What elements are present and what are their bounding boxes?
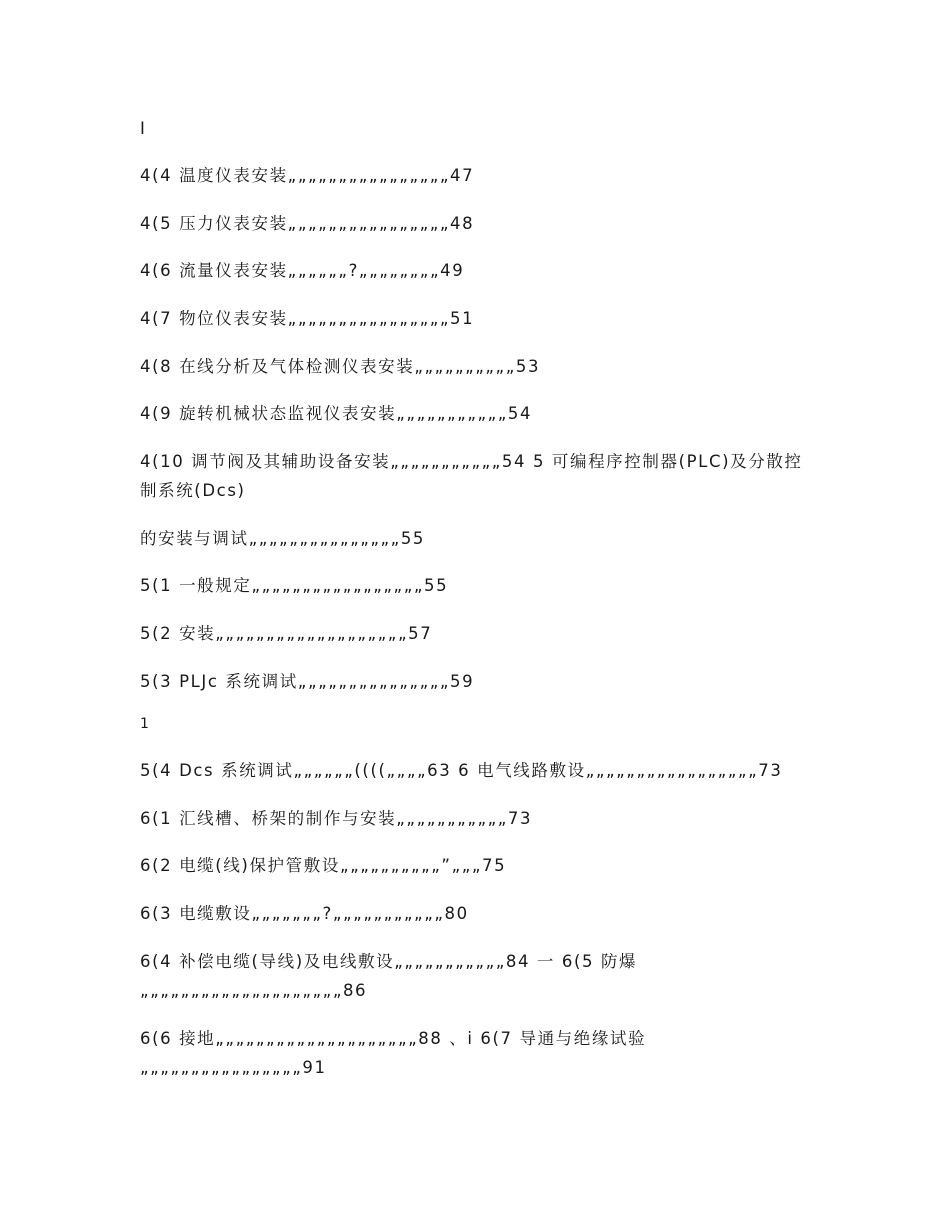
toc-entry-4-6: 4(6 流量仪表安装„„„„„„?„„„„„„„„49 — [140, 261, 465, 280]
toc-entry-6-3: 6(3 电缆敷设„„„„„„„?„„„„„„„„„„„80 — [140, 904, 469, 923]
toc-entry-4-10-and-5: 4(10 调节阀及其辅助设备安装„„„„„„„„„„„54 5 可编程序控制器(PLC)及分散控制系统(Dcs) — [140, 452, 803, 500]
toc-entry-6-1: 6(1 汇线槽、桥架的制作与安装„„„„„„„„„„„73 — [140, 809, 533, 828]
toc-entry-4-7: 4(7 物位仪表安装„„„„„„„„„„„„„„„„51 — [140, 309, 475, 328]
toc-entry-4-5: 4(5 压力仪表安装„„„„„„„„„„„„„„„„48 — [140, 214, 475, 233]
toc-entry-5-1: 5(1 一般规定„„„„„„„„„„„„„„„„„55 — [140, 576, 449, 595]
page-number: 1 — [140, 716, 149, 732]
toc-entry-6-6-and-6-7: 6(6 接地„„„„„„„„„„„„„„„„„„„„88 、i 6(7 导通与绝缘试验„„„„„„„„„„„„„„„„91 — [140, 1029, 647, 1077]
toc-entry-6-2: 6(2 电缆(线)保护管敷设„„„„„„„„„„”„„„75 — [140, 856, 507, 875]
toc-entry-4-8: 4(8 在线分析及气体检测仪表安装„„„„„„„„„„53 — [140, 357, 541, 376]
page-roman-numeral: I — [140, 119, 147, 138]
toc-entry-6-4-and-6-5: 6(4 补偿电缆(导线)及电线敷设„„„„„„„„„„„84 一 6(5 防爆„„„„„„„„„„„„„„„„„„„„86 — [140, 952, 638, 1000]
toc-entry-5-2: 5(2 安装„„„„„„„„„„„„„„„„„„„57 — [140, 624, 433, 643]
toc-entry-5-continuation: 的安装与调试„„„„„„„„„„„„„„„55 — [140, 529, 426, 548]
toc-entry-5-4-and-6: 5(4 Dcs 系统调试„„„„„„((((„„„„63 6 电气线路敷设„„„„„„„„„„„„„„„„„73 — [140, 761, 783, 780]
toc-entry-5-3: 5(3 PLJc 系统调试„„„„„„„„„„„„„„„59 — [140, 672, 475, 691]
toc-entry-4-4: 4(4 温度仪表安装„„„„„„„„„„„„„„„„47 — [140, 166, 475, 185]
toc-entry-4-9: 4(9 旋转机械状态监视仪表安装„„„„„„„„„„„54 — [140, 404, 533, 423]
